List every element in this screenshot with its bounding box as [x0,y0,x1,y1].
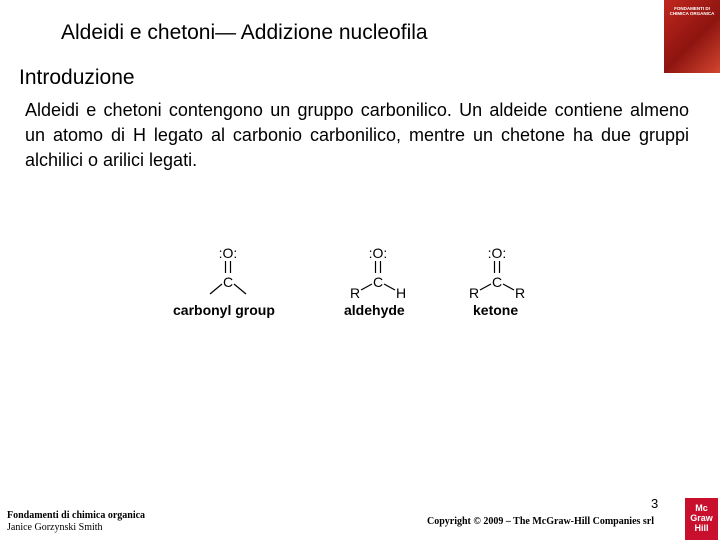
ketone-caption: ketone [473,302,519,318]
hydrogen-label: H [395,285,407,300]
book-cover-image [664,0,720,73]
ketone-structure [467,244,527,300]
r-group-label: R [514,285,526,300]
carbon-label: C [222,274,234,290]
footer-book-title: Fondamenti di chimica organica [7,510,146,521]
r-group-label: R [468,285,480,300]
carbon-label: C [372,274,384,290]
section-heading: Introduzione [19,66,135,89]
oxygen-label: :O: [368,245,388,261]
slide-title: Aldeidi e chetoni— Addizione nucleofila [61,21,428,44]
publisher-logo [685,498,718,540]
copyright-notice: Copyright © 2009 – The McGraw-Hill Companies srl [427,516,655,527]
carbon-label: C [491,274,503,290]
body-paragraph: Aldeidi e chetoni contengono un gruppo carbonilico. Un aldeide contiene almeno un atomo di H legato al carbonio carbonilico, mentre un chetone ha due gruppi alchilici o arilici legati. [25,100,689,170]
r-group-label: R [349,285,361,300]
publisher-logo-text: Mc Graw Hill [690,503,713,533]
page-number: 3 [651,496,659,511]
footer-author: Janice Gorzynski Smith [7,522,103,533]
oxygen-label: :O: [487,245,507,261]
aldehyde-caption: aldehyde [344,302,405,318]
footer-book-info [7,510,145,533]
oxygen-label: :O: [218,245,238,261]
aldehyde-structure [348,244,408,300]
carbonyl-group-structure [200,244,256,300]
book-cover-text: FONDAMENTI DI CHIMICA ORGANICA [669,6,715,16]
carbonyl-group-caption: carbonyl group [173,302,275,318]
